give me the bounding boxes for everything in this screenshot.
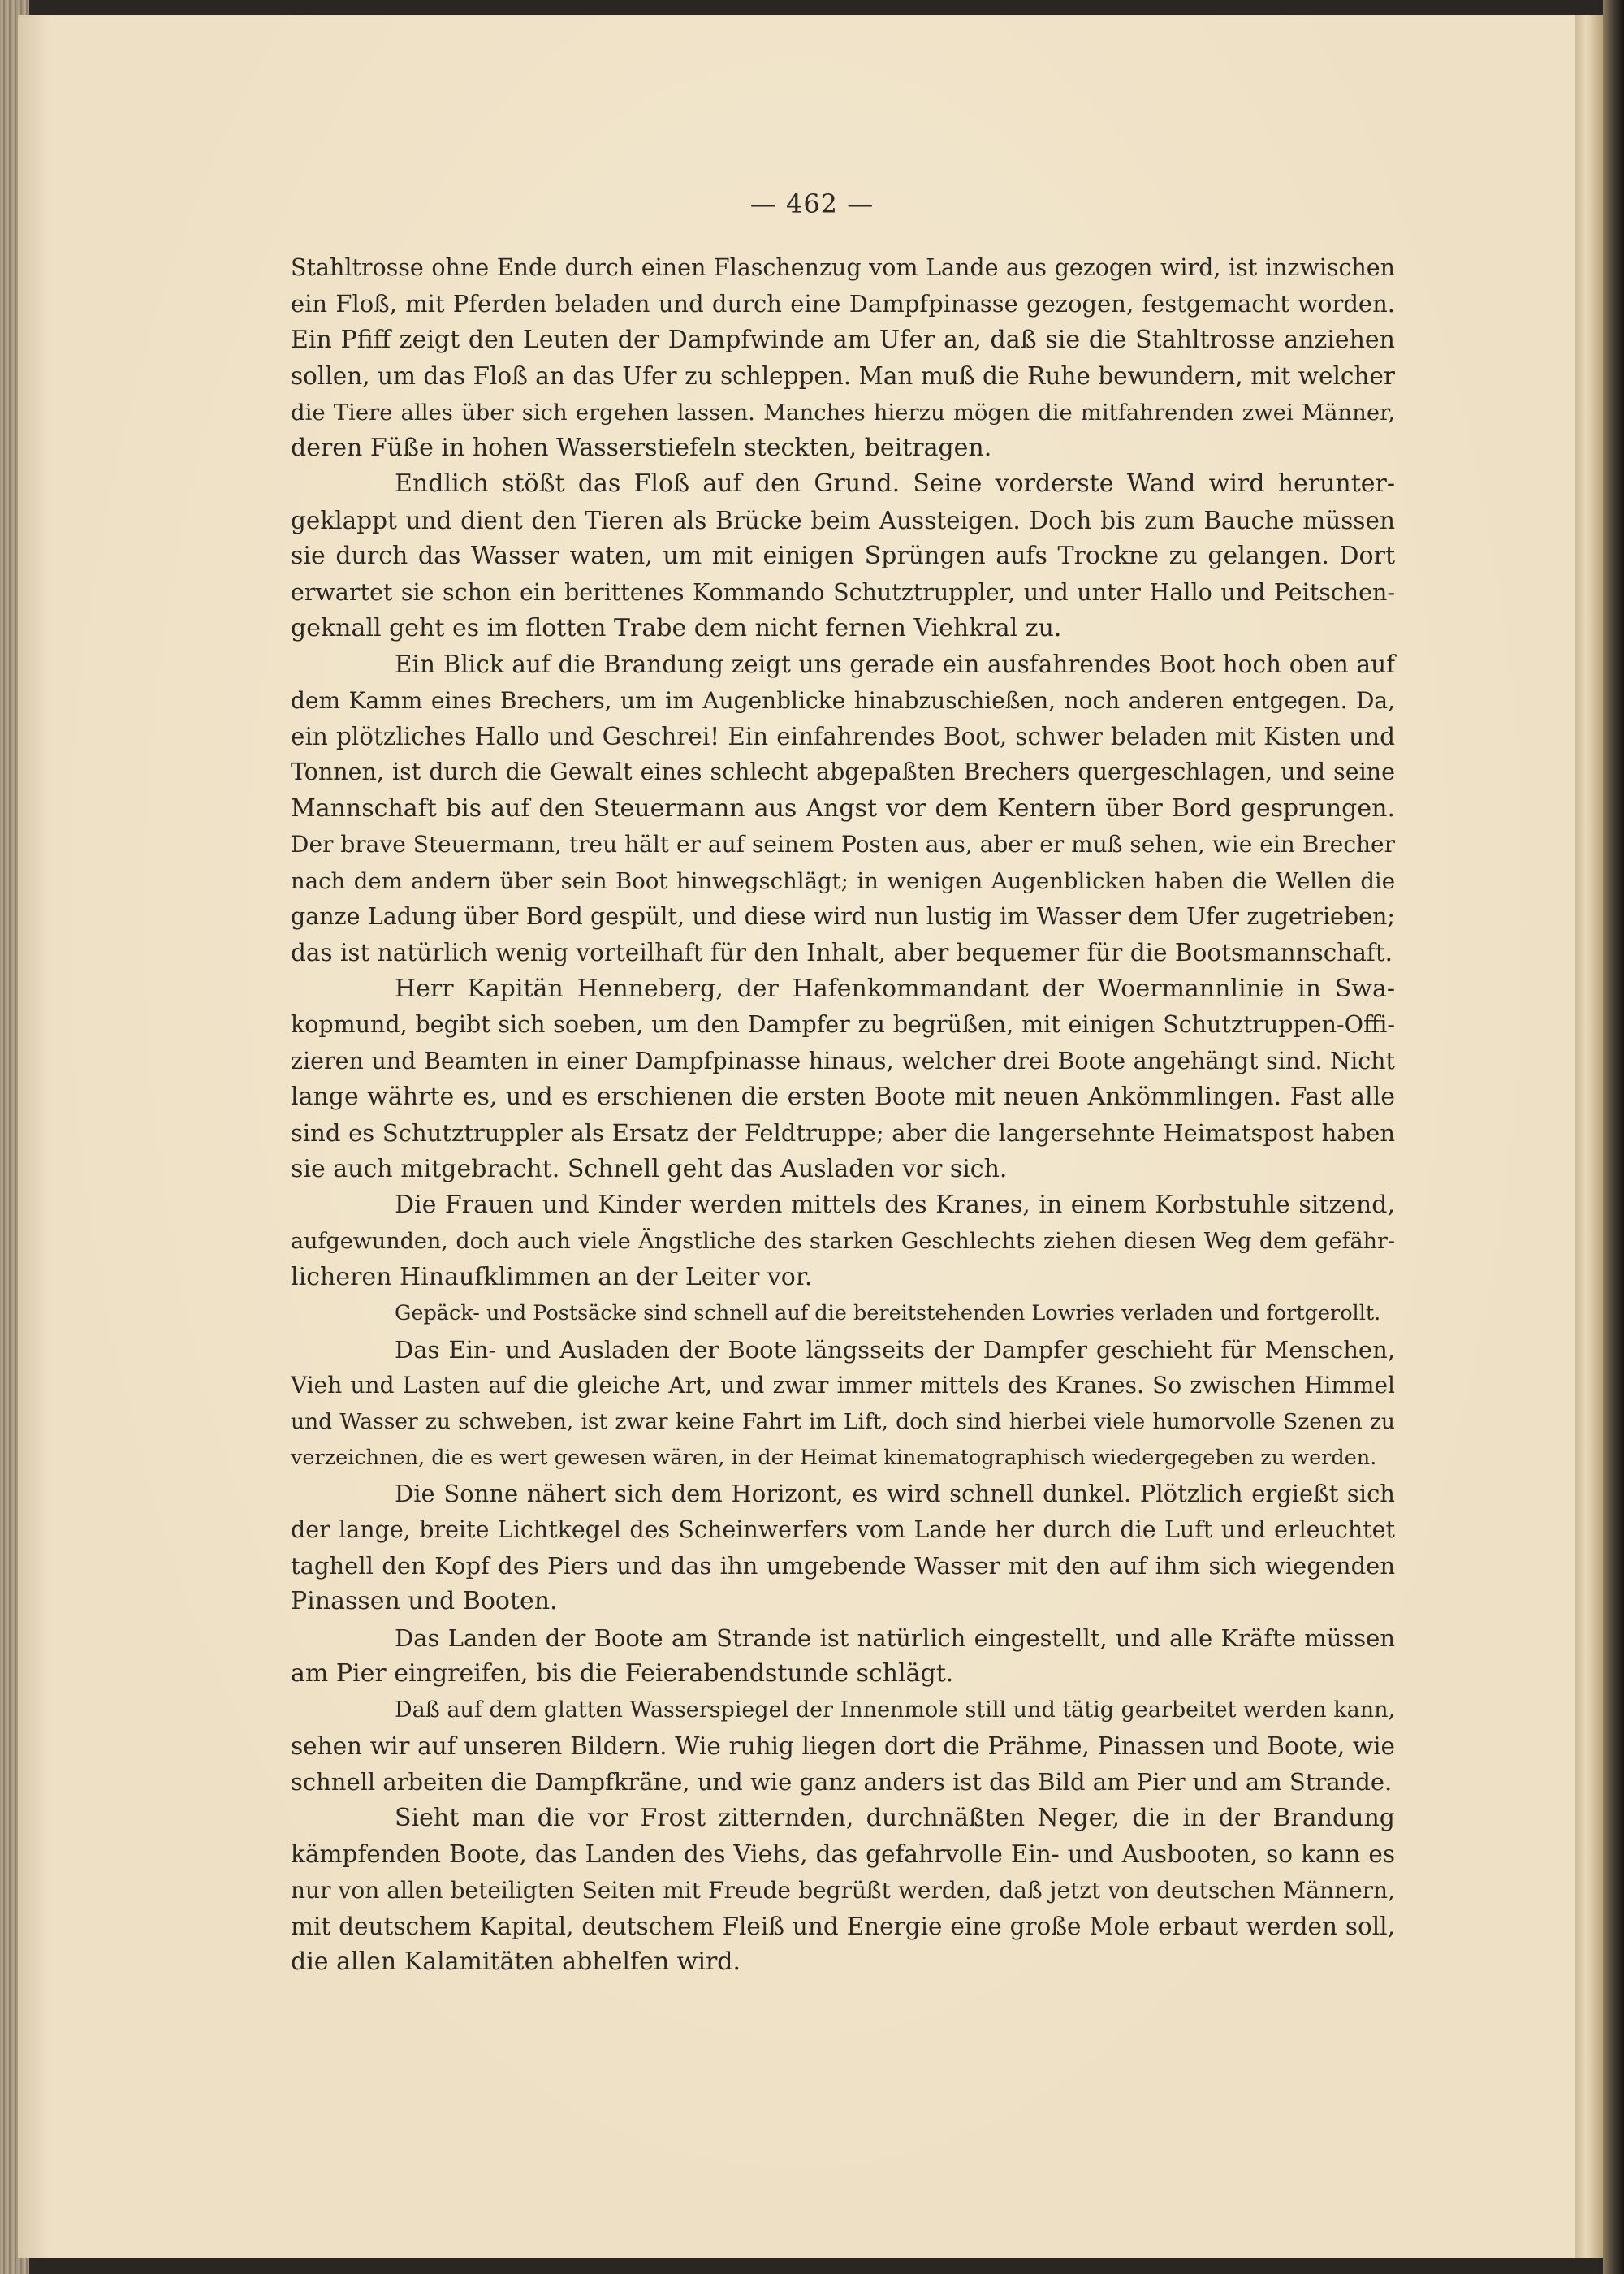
text-line: geknall geht es im flotten Trabe dem nicht fernen Viehkral zu. <box>291 613 1062 642</box>
text-line: zieren und Beamten in einer Dampfpinasse hinaus, welcher drei Boote angehängt sind. Nicht <box>291 1047 1395 1074</box>
text-line: sie auch mitgebracht. Schnell geht das Ausladen vor sich. <box>291 1154 1008 1183</box>
text-line: ein Floß, mit Pferden beladen und durch eine Dampfpinasse gezogen, festgemacht worden. <box>291 290 1395 318</box>
text-line: ein plötzliches Hallo und Geschrei! Ein einfahrendes Boot, schwer beladen mit Kisten und <box>291 723 1395 751</box>
text-line: Daß auf dem glatten Wasserspiegel der Innenmole still und tätig gearbeitet werden kann, <box>395 1697 1396 1723</box>
text-line: kopmund, begibt sich soeben, um den Dampfer zu begrüßen, mit einigen Schutztruppen-Offi- <box>291 1011 1395 1039</box>
text-line: aufgewunden, doch auch viele Ängstliche des starken Geschlechts ziehen diesen Weg dem gefähr- <box>291 1228 1395 1254</box>
text-line: schnell arbeiten die Dampfkräne, und wie ganz anders ist das Bild am Pier und am Strande. <box>291 1768 1393 1796</box>
text-line: Vieh und Lasten auf die gleiche Art, und zwar immer mittels des Kranes. So zwischen Himmel <box>291 1372 1395 1399</box>
text-line: mit deutschem Kapital, deutschem Fleiß und Energie eine große Mole erbaut werden soll, <box>291 1912 1395 1940</box>
text-line: sie durch das Wasser waten, um mit einigen Sprüngen aufs Trockne zu gelangen. Dort <box>291 542 1395 571</box>
page-number: — 462 — <box>749 188 875 219</box>
text-line: deren Füße in hohen Wasserstiefeln steckten, beitragen. <box>291 433 992 462</box>
text-line: geklappt und dient den Tieren als Brücke beim Aussteigen. Doch bis zum Bauche müssen <box>291 506 1395 534</box>
text-line: sollen, um das Floß an das Ufer zu schleppen. Man muß die Ruhe bewundern, mit welcher <box>291 362 1395 391</box>
book-fold <box>1575 15 1603 2258</box>
text-line: licheren Hinaufklimmen an der Leiter vor. <box>291 1262 813 1291</box>
text-line: Herr Kapitän Henneberg, der Hafenkommandant der Woermannlinie in Swa- <box>395 974 1395 1003</box>
text-line: taghell den Kopf des Piers und das ihn umgebende Wasser mit den auf ihm sich wiegenden <box>291 1552 1395 1580</box>
text-line: Pinassen und Booten. <box>291 1587 558 1616</box>
text-line: Die Sonne nähert sich dem Horizont, es wird schnell dunkel. Plötzlich ergießt sich <box>395 1480 1395 1508</box>
text-line: und Wasser zu schweben, ist zwar keine Fahrt im Lift, doch sind hierbei viele humorvolle Szenen zu <box>291 1408 1395 1434</box>
text-line: Gepäck- und Postsäcke sind schnell auf die bereitstehenden Lowries verladen und fortgerollt. <box>395 1301 1381 1326</box>
text-line: am Pier eingreifen, bis die Feierabendstunde schlägt. <box>291 1659 954 1688</box>
text-line: Die Frauen und Kinder werden mittels des Kranes, in einem Korbstuhle sitzend, <box>395 1191 1395 1220</box>
body-text <box>291 250 1395 1981</box>
book-spine-shadow <box>1603 0 1624 2274</box>
text-line: Endlich stößt das Floß auf den Grund. Seine vorderste Wand wird herunter- <box>395 469 1395 499</box>
text-line: erwartet sie schon ein berittenes Kommando Schutztruppler, und unter Hallo und Peitschen- <box>291 578 1395 606</box>
text-line: sind es Schutztruppler als Ersatz der Feldtruppe; aber die langersehnte Heimatspost haben <box>291 1119 1395 1148</box>
text-line: Das Landen der Boote am Strande ist natürlich eingestellt, und alle Kräfte müssen <box>395 1623 1395 1652</box>
text-line: Mannschaft bis auf den Steuermann aus Angst vor dem Kentern über Bord gesprungen. <box>291 793 1395 823</box>
text-line: die Tiere alles über sich ergehen lassen. Manches hierzu mögen die mitfahrenden zwei Männer, <box>291 399 1395 426</box>
text-line: Ein Pfiff zeigt den Leuten der Dampfwinde am Ufer an, daß sie die Stahltrosse anziehen <box>291 325 1395 354</box>
text-line: Ein Blick auf die Brandung zeigt uns gerade ein ausfahrendes Boot hoch oben auf <box>395 651 1395 679</box>
text-line: die allen Kalamitäten abhelfen wird. <box>291 1948 741 1977</box>
text-line: das ist natürlich wenig vorteilhaft für den Inhalt, aber bequemer für die Bootsmannschaft. <box>291 939 1393 967</box>
text-line: Tonnen, ist durch die Gewalt eines schlecht abgepaßten Brechers quergeschlagen, und seine <box>291 759 1395 786</box>
text-line: sehen wir auf unseren Bildern. Wie ruhig liegen dort die Prähme, Pinassen und Boote, wie <box>291 1732 1395 1761</box>
text-line: verzeichnen, die es wert gewesen wären, in der Heimat kinematographisch wiedergegeben zu werden. <box>291 1445 1377 1470</box>
text-line: dem Kamm eines Brechers, um im Augenblicke hinabzuschießen, noch anderen entgegen. Da, <box>291 686 1395 714</box>
text-line: der lange, breite Lichtkegel des Scheinwerfers vom Lande her durch die Luft und erleuchtet <box>291 1515 1395 1543</box>
text-line: lange währte es, und es erschienen die ersten Boote mit neuen Ankömmlingen. Fast alle <box>291 1082 1395 1111</box>
text-line: kämpfenden Boote, das Landen des Viehs, das gefahrvolle Ein- und Ausbooten, so kann es <box>291 1840 1395 1869</box>
text-line: ganze Ladung über Bord gespült, und diese wird nun lustig im Wasser dem Ufer zugetrieben; <box>291 903 1395 931</box>
text-line: Das Ein- und Ausladen der Boote längsseits der Dampfer geschieht für Menschen, <box>395 1335 1395 1364</box>
text-line: nur von allen beteiligten Seiten mit Freude begrüßt werden, daß jetzt von deutschen Männern, <box>291 1876 1395 1904</box>
text-line: Sieht man die vor Frost zitternden, durchnäßten Neger, die in der Brandung <box>395 1803 1395 1832</box>
text-line: nach dem andern über sein Boot hinwegschlägt; in wenigen Augenblicken haben die Wellen die <box>291 867 1395 894</box>
text-line: Der brave Steuermann, treu hält er auf seinem Posten aus, aber er muß sehen, wie ein Brecher <box>291 831 1395 858</box>
text-line: Stahltrosse ohne Ende durch einen Flaschenzug vom Lande aus gezogen wird, ist inzwischen <box>291 254 1395 281</box>
